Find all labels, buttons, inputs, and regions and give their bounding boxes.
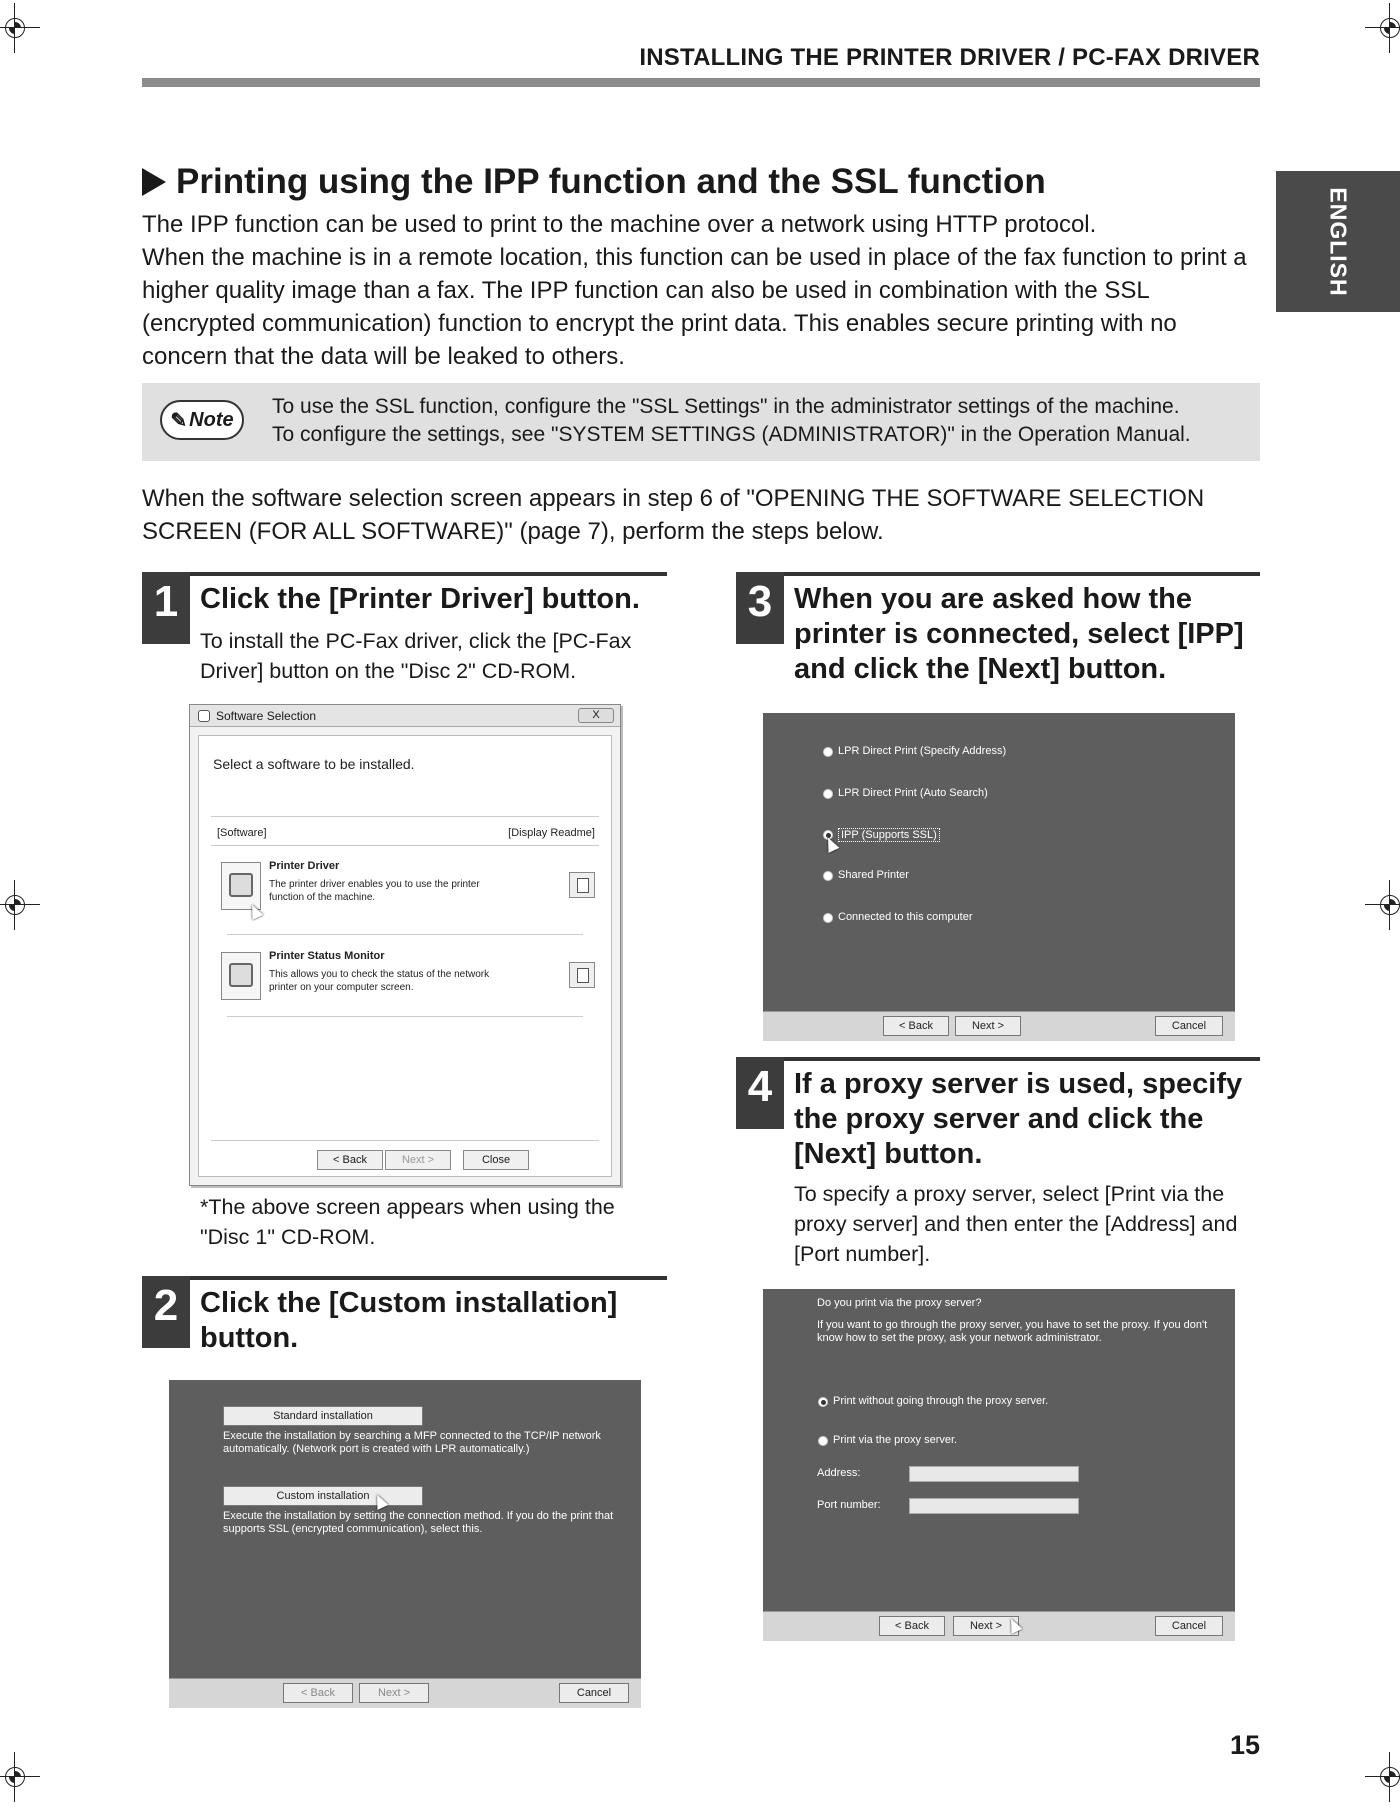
divider	[227, 934, 583, 935]
installation-type-dialog	[169, 1380, 641, 1708]
running-header: INSTALLING THE PRINTER DRIVER / PC-FAX DRIVER	[639, 44, 1260, 71]
step-rule	[190, 1276, 667, 1280]
cancel-button[interactable]: Cancel	[559, 1683, 629, 1703]
step-rule	[784, 1057, 1260, 1061]
note-text	[272, 393, 1191, 449]
next-button[interactable]: Next >	[359, 1683, 429, 1703]
port-label: Port number:	[817, 1499, 881, 1511]
back-button[interactable]: < Back	[883, 1016, 949, 1036]
intro-text	[142, 208, 1262, 373]
app-icon	[198, 710, 210, 722]
crop-mark-mid-left	[0, 880, 40, 930]
page-number: 15	[1229, 1730, 1260, 1760]
section-title-text: Printing using the IPP function and the SSL function	[176, 162, 1046, 201]
radio-lpr-auto[interactable]	[823, 789, 833, 799]
custom-installation-desc: Execute the installation by setting the connection method. If you do the print that supports SSL (encrypted communication), select this.	[223, 1510, 614, 1535]
divider	[211, 1140, 599, 1141]
custom-installation-button[interactable]: Custom installation	[223, 1486, 423, 1506]
crop-mark-top-left	[0, 3, 40, 53]
crop-mark-bottom-left	[0, 1752, 40, 1802]
dialog-titlebar	[190, 705, 620, 727]
note-box	[142, 383, 1260, 461]
intro-paragraph: When the machine is in a remote location, this function can be used in place of the fax function to print a higher quality image than a fax. The IPP function can also be used in combination with the SSL (encrypted communication) function to encrypt the print data. This enables secure printing with no concern that the data will be leaked to others.	[142, 244, 1247, 370]
step-1-caption: *The above screen appears when using the "Disc 1" CD-ROM.	[200, 1195, 615, 1249]
divider	[227, 1016, 583, 1017]
status-monitor-name[interactable]: Printer Status Monitor	[269, 950, 385, 962]
readme-button[interactable]	[569, 962, 595, 988]
step-3	[736, 572, 1261, 692]
next-button[interactable]: Next >	[385, 1150, 451, 1170]
printer-driver-name[interactable]: Printer Driver	[269, 860, 340, 872]
step-body: To install the PC-Fax driver, click the [PC-Fax Driver] button on the "Disc 2" CD-ROM.	[200, 629, 632, 683]
option-label-selected: IPP (Supports SSL)	[838, 828, 940, 842]
close-icon[interactable]: X	[578, 708, 614, 723]
status-monitor-icon[interactable]	[221, 952, 261, 1000]
step-heading: If a proxy server is used, specify the proxy server and click the [Next] button.	[794, 1068, 1243, 1170]
crop-mark-bottom-right	[1365, 1752, 1400, 1802]
radio-local[interactable]	[823, 913, 833, 923]
readme-button[interactable]	[569, 872, 595, 898]
proxy-server-dialog	[763, 1289, 1235, 1641]
step-number: 2	[142, 1276, 190, 1348]
dialog-footer	[763, 1611, 1235, 1641]
back-button[interactable]: < Back	[317, 1150, 383, 1170]
note-line: To use the SSL function, configure the "SSL Settings" in the administrator settings of the machine.	[272, 395, 1180, 418]
lead-paragraph: When the software selection screen appears in step 6 of "OPENING THE SOFTWARE SELECTION SCREEN (FOR ALL SOFTWARE)" (page 7), perform the steps below.	[142, 485, 1205, 545]
close-button[interactable]: Close	[463, 1150, 529, 1170]
next-button[interactable]: Next >	[955, 1016, 1021, 1036]
back-button[interactable]: < Back	[879, 1616, 945, 1636]
printer-driver-desc: The printer driver enables you to use the printer function of the machine.	[269, 879, 480, 903]
option-label: Print without going through the proxy server.	[833, 1395, 1049, 1407]
section-title	[142, 162, 1046, 202]
radio-shared-printer[interactable]	[823, 871, 833, 881]
language-tab	[1276, 171, 1400, 312]
cancel-button[interactable]: Cancel	[1155, 1616, 1223, 1636]
step-1	[142, 572, 667, 692]
standard-installation-button[interactable]: Standard installation	[223, 1406, 423, 1426]
radio-print-without-proxy[interactable]	[818, 1397, 828, 1407]
dialog-content	[198, 735, 612, 1177]
step-heading: Click the [Custom installation] button.	[200, 1287, 618, 1354]
pencil-icon: ✎	[170, 409, 188, 432]
step-2	[142, 1276, 667, 1356]
next-button[interactable]: Next >	[953, 1616, 1019, 1636]
language-tab-label: ENGLISH	[1325, 186, 1352, 297]
step-rule	[784, 572, 1260, 576]
cancel-button[interactable]: Cancel	[1155, 1016, 1223, 1036]
crop-mark-top-right	[1365, 3, 1400, 53]
option-label: LPR Direct Print (Auto Search)	[838, 787, 988, 799]
connection-method-dialog	[763, 713, 1235, 1041]
step-number: 1	[142, 572, 190, 644]
note-badge	[160, 400, 244, 440]
radio-lpr-specify[interactable]	[823, 747, 833, 757]
step-rule	[190, 572, 667, 576]
option-label: Connected to this computer	[838, 911, 973, 923]
proxy-question: Do you print via the proxy server?	[817, 1297, 982, 1309]
radio-print-via-proxy[interactable]	[818, 1436, 828, 1446]
step-heading: Click the [Printer Driver] button.	[200, 583, 640, 615]
step-number: 4	[736, 1057, 784, 1129]
note-line: To configure the settings, see "SYSTEM SETTINGS (ADMINISTRATOR)" in the Operation Manual.	[272, 423, 1191, 446]
mouse-cursor-icon	[823, 835, 840, 853]
option-label: Shared Printer	[838, 869, 909, 881]
column-header-software: [Software]	[217, 827, 267, 839]
software-selection-dialog	[189, 704, 621, 1186]
divider	[211, 845, 599, 846]
port-number-field[interactable]	[909, 1498, 1079, 1514]
dialog-prompt: Select a software to be installed.	[213, 756, 415, 772]
step-number: 3	[736, 572, 784, 644]
step-4	[736, 1057, 1261, 1277]
address-label: Address:	[817, 1467, 861, 1479]
standard-installation-desc: Execute the installation by searching a MFP connected to the TCP/IP network automatically. (Network port is created with LPR automatically.)	[223, 1430, 601, 1455]
crop-mark-mid-right	[1365, 880, 1400, 930]
option-label: LPR Direct Print (Specify Address)	[838, 745, 1007, 757]
dialog-footer	[763, 1011, 1235, 1041]
header-rule	[142, 78, 1260, 87]
triangle-bullet-icon	[142, 168, 166, 196]
intro-paragraph: The IPP function can be used to print to the machine over a network using HTTP protocol.	[142, 211, 1097, 238]
column-header-readme: [Display Readme]	[508, 827, 595, 839]
proxy-info: If you want to go through the proxy server, you have to set the proxy. If you don't know how to set the proxy, ask your network administrator.	[817, 1319, 1208, 1344]
address-field[interactable]	[909, 1466, 1079, 1482]
dialog-footer	[169, 1678, 641, 1708]
dialog-title: Software Selection	[216, 709, 317, 723]
option-label: Print via the proxy server.	[833, 1434, 958, 1446]
note-badge-label: Note	[189, 408, 234, 431]
step-body: To specify a proxy server, select [Print via the proxy server] and then enter the [Address] and [Port number].	[794, 1182, 1238, 1266]
back-button[interactable]: < Back	[283, 1683, 353, 1703]
status-monitor-desc: This allows you to check the status of the network printer on your computer screen.	[269, 969, 490, 993]
step-heading: When you are asked how the printer is connected, select [IPP] and click the [Next] button.	[794, 583, 1244, 685]
divider	[211, 816, 599, 817]
